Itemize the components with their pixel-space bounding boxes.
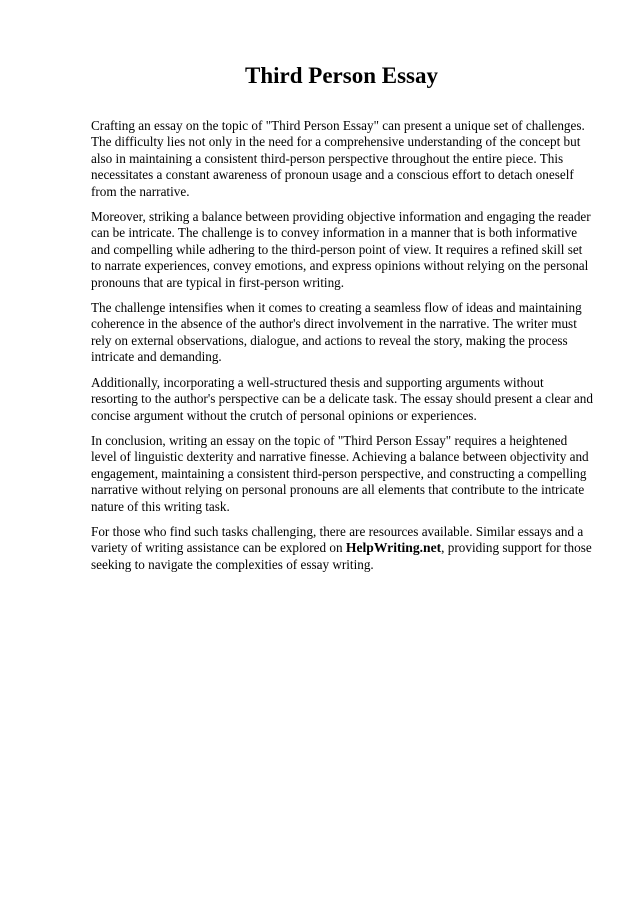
closing-text-before-link: For those who find such tasks challenging, there are resources available. Similar essays and a variety of writing assistance can be explored on [91,523,584,556]
document-title: Third Person Essay [245,63,438,88]
paragraph-3: The challenge intensifies when it comes to creating a seamless flow of ideas and maintaining coherence in the absence of the author's direct involvement in the narrative. The writer must rely on external observations, dialogue, and actions to reveal the story, making the process intricate and demanding. [91,300,582,365]
paragraph-5: In conclusion, writing an essay on the topic of "Third Person Essay" requires a heightened level of linguistic dexterity and narrative finesse. Achieving a balance between objectivity and engagement, maintaining a consistent third-person perspective, and constructing a compelling narrative without relying on personal pronouns are all elements that contribute to the intricate nature of this writing task. [91,432,589,514]
paragraph-2: Moreover, striking a balance between providing objective information and engaging the reader can be intricate. The challenge is to convey information in a manner that is both informative and compelling while adhering to the third-person point of view. It requires a refined skill set to narrate experiences, convey emotions, and express opinions without relying on the personal pronouns that are typical in first-person writing. [91,209,591,290]
closing-text-after-link: , providing support for those seeking to navigate the complexities of essay writing. [91,540,592,572]
document-body [91,118,593,582]
helpwriting-link[interactable]: HelpWriting.net [345,540,442,556]
closing-paragraph [91,524,593,573]
paragraph-1: Crafting an essay on the topic of "Third Person Essay" can present a unique set of challenges. The difficulty lies not only in the need for a comprehensive understanding of the concept but also in maintaining a consistent third-person perspective throughout the entire piece. This necessitates a constant awareness of pronoun usage and a conscious effort to detach oneself from the narrative. [91,118,585,199]
paragraph-4: Additionally, incorporating a well-structured thesis and supporting arguments without resorting to the author's perspective can be a delicate task. The essay should present a clear and concise argument without the crutch of personal opinions or experiences. [91,374,593,423]
